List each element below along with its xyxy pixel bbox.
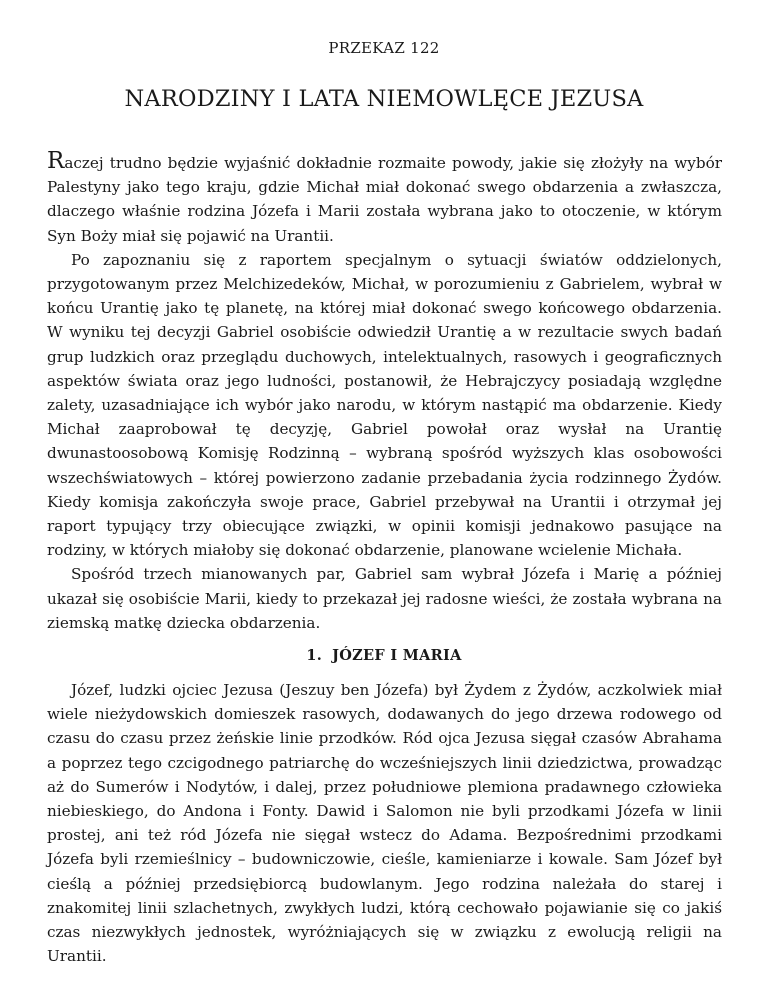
intro-paragraph-1 — [47, 148, 722, 248]
intro-paragraph-3: Spośród trzech mianowanych par, Gabriel sam wybrał Józefa i Marię a później ukazał się osobiście Marii, kiedy to przekazał jej radosne wieści, że została wybrana na ziemską matkę dziecka obdarzenia. — [47, 565, 722, 632]
section-heading — [0, 647, 768, 664]
section-1-paragraph-1: Józef, ludzki ojciec Jezusa (Jeszuy ben Józefa) był Żydem z Żydów, aczkolwiek miał wiele nieżydowskich domieszek rasowych, dodawanych do jego drzewa rodowego od czasu do czasu przez żeńskie linie przodków. Ród ojca Jezusa sięgał czasów Abrahama a poprzez tego czcigodnego patriarchę do wcześniejszych linii dziedzictwa, prowadząc aż do Sumerów i Nodytów, i dalej, przez południowe plemiona pradawnego człowieka niebieskiego, do Andona i Fonty. Dawid i Salomon nie byli przodkami Józefa w linii prostej, ani też ród Józefa nie sięgał wstecz do Adama. Bezpośrednimi przodkami Józefa byli rzemieślnicy – budowniczowie, cieśle, kamieniarze i kowale. Sam Józef był cieślą a później przedsiębiorcą budowlanym. Jego rodzina należała do starej i znakomitej linii szlachetnych, zwykłych ludzi, którą cechowało pojawianie się co jakiś czas niezwykłych jednostek, wyróżniających się w związku z ewolucją religii na Urantii. — [47, 681, 722, 966]
intro-paragraph-2: Po zapoznaniu się z raportem specjalnym o sytuacji światów oddzielonych, przygotowanym przez Melchizedeków, Michał, w porozumieniu z Gabrielem, wybrał w końcu Urantię jako tę planetę, na której miał dokonać swego końcowego obdarzenia. W wyniku tej decyzji Gabriel osobiście odwiedził Urantię a w rezultacie swych badań grup ludzkich oraz przeglądu duchowych, intelektualnych, rasowych i geograficznych aspektów świata oraz jego ludności, postanowił, że Hebrajczycy posiadają względne zalety, uzasadniające ich wybór jako narodu, w którym nastąpić ma obdarzenie. Kiedy Michał zaaprobował tę decyzję, Gabriel powołał oraz wysłał na Urantię dwunastoosobową Komisję Rodzinną – wybraną spośród wyższych klas osobowości wszechświatowych – której powierzono zadanie przebadania życia rodzinnego Żydów. Kiedy komisja zakończyła swoje prace, Gabriel przebywał na Urantii i otrzymał jej raport typujący trzy obiecujące związki, w opinii komisji jednakowo pasujące na rodziny, w których miałoby się dokonać obdarzenie, planowane wcielenie Michała. — [47, 250, 722, 560]
intro-text — [47, 148, 722, 635]
drop-cap: R — [47, 148, 65, 174]
section-number: 1. — [306, 647, 323, 664]
paper-label: PRZEKAZ 122 — [328, 39, 440, 57]
section-1-text — [47, 678, 722, 968]
paper-title: NARODZINY I LATA NIEMOWLĘCE JEZUSA — [124, 86, 644, 112]
intro-paragraph-1-text: aczej trudno będzie wyjaśnić dokładnie rozmaite powody, jakie się złożyły na wybór Palestyny jako tego kraju, gdzie Michał miał dokonać swego obdarzenia a zwłaszcza, dlaczego właśnie rodzina Józefa i Marii została wybrana jako to otoczenie, w którym Syn Boży miał się pojawić na Urantii. — [47, 154, 722, 245]
section-title: JÓZEF I MARIA — [332, 647, 462, 664]
